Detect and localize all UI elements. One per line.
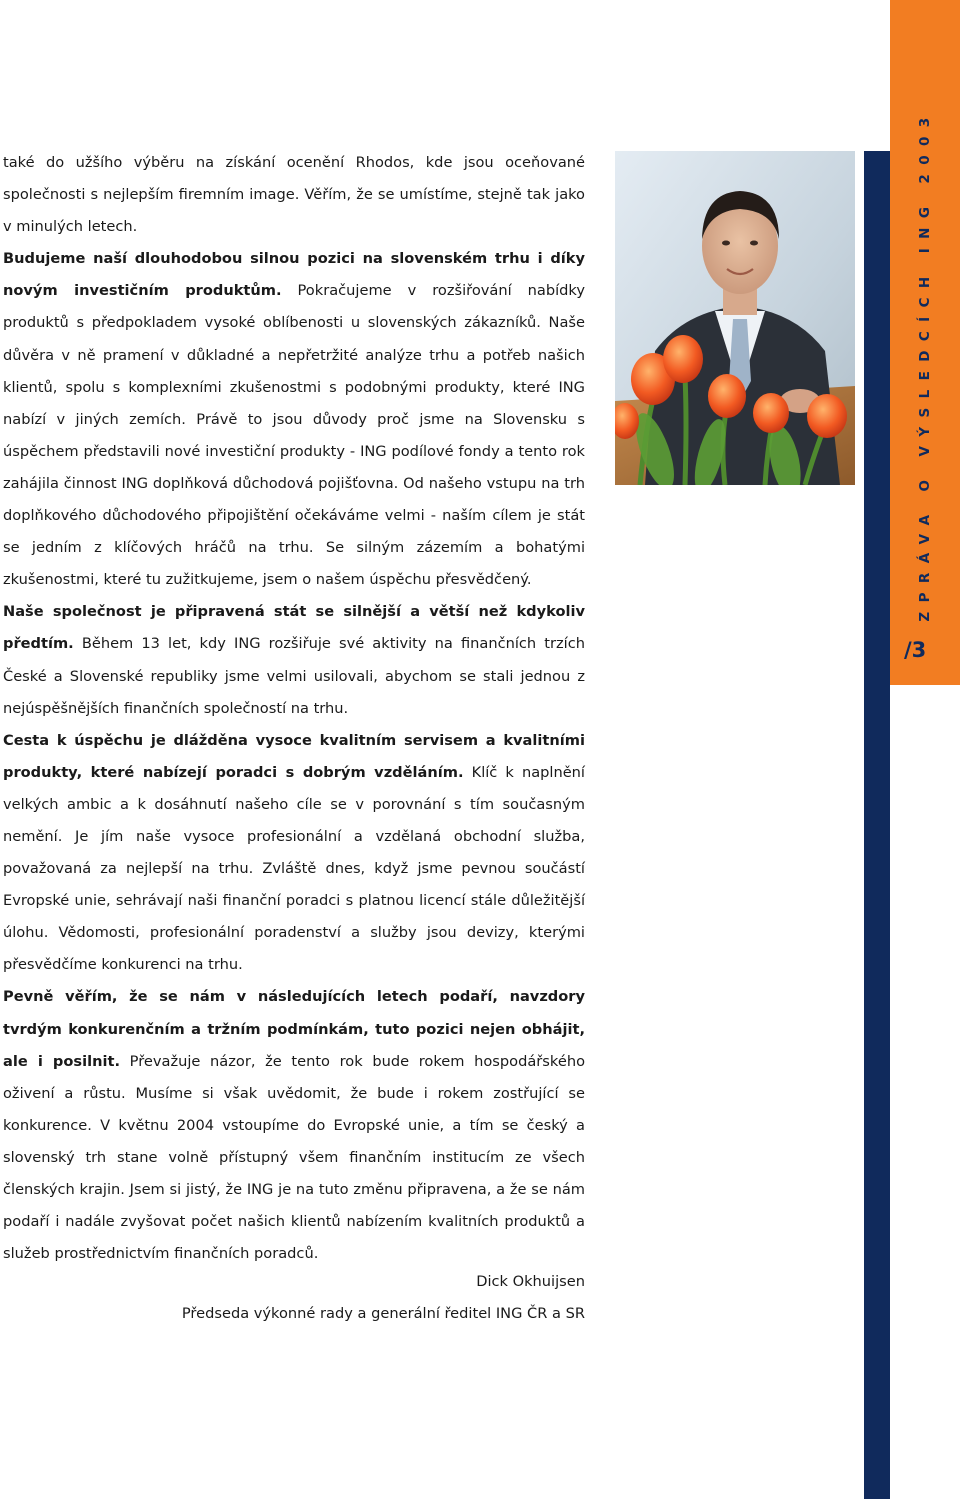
page-number: /3 (904, 638, 927, 662)
vertical-report-title: ZPRÁVA O VÝSLEDCÍCH ING 2003 (917, 108, 933, 622)
paragraph (3, 596, 585, 724)
signature-block (100, 1266, 585, 1330)
body-text: Pokračujeme v rozšiřování nabídky produktů s předpokladem vysoké oblíbenosti u slovenských zákazníků. Naše důvěra v ně pramení v důkladné a nepřetržité analýze trhu a potřeb našich klientů, spolu s komplexními zkušenostmi s podobnými produkty, které ING nabízí v jiných zemích. Právě to jsou důvody proč jsme na Slovensku s úspěchem představili nové investiční produkty - ING podílové fondy a tento rok zahájila činnost ING doplňková důchodová pojišťovna. Od našeho vstupu na trh doplňkového důchodového připojištění očekáváme velmi - naším cílem je stát se jedním z klíčových hráčů na trhu. Se silným zázemím a bohatými zkušenostmi, které tu zužitkujeme, jsem o našem úspěchu přesvědčený. (3, 282, 585, 589)
paragraph (3, 243, 585, 596)
navy-side-bar (864, 151, 890, 1499)
portrait-illustration (615, 151, 855, 485)
bold-lead-text: Cesta k úspěchu je dlážděna vysoce kvalitním servisem a kvalitními produkty, které nabízejí poradci s dobrým vzděláním. (3, 731, 585, 781)
body-text: také do užšího výběru na získání ocenění Rhodos, kde jsou oceňované společnosti s nejlepším firemním image. Věřím, že se umístíme, stejně tak jako v minulých letech. (3, 154, 585, 236)
portrait-photo (615, 151, 855, 485)
bold-lead-text: Budujeme naší dlouhodobou silnou pozici na slovenském trhu i díky novým investičním produktům. (3, 250, 585, 300)
bold-lead-text: Naše společnost je připravená stát se silnější a větší než kdykoliv předtím. (3, 603, 585, 653)
paragraph (3, 147, 585, 243)
body-text: Během 13 let, kdy ING rozšiřuje své aktivity na finančních trzích České a Slovenské republiky jsme velmi usilovali, abychom se stali jednou z nejúspěšnějších finančních společností na trhu. (3, 635, 585, 717)
bold-lead-text: Pevně věřím, že se nám v následujících letech podaří, navzdory tvrdým konkurenčním a tržním podmínkám, tuto pozici nejen obhájit, ale i posilnit. (3, 988, 585, 1070)
paragraph (3, 725, 585, 982)
signature-title: Předseda výkonné rady a generální ředitel ING ČR a SR (181, 1305, 585, 1323)
body-text: Klíč k naplnění velkých ambic a k dosáhnutí našeho cíle se v porovnání s tím současným nemění. Je jím naše vysoce profesionální a vzdělaná obchodní služba, považovaná za nejlepší na trhu. Zvláště dnes, když jsme pevnou součástí Evropské unie, sehrávají naši finanční poradci s platnou licencí stále důležitější úlohu. Vědomosti, profesionální poradenství a služby jsou devizy, kterými přesvědčíme konkurenci na trhu. (3, 763, 585, 974)
article-body (3, 147, 585, 1270)
paragraph (3, 981, 585, 1270)
signature-name: Dick Okhuijsen (476, 1273, 585, 1290)
body-text: Převažuje názor, že tento rok bude rokem hospodářského oživení a růstu. Musíme si však uvědomit, že bude i rokem zostřující se konkurence. V květnu 2004 vstoupíme do Evropské unie, a tím se český a slovenský trh stane volně přístupný všem finančním institucím ze všech členských krajin. Jsem si jistý, že ING je na tuto změnu připravena, a že se nám podaří i nadále zvyšovat počet našich klientů nabízením kvalitních produktů a služeb prostřednictvím finančních poradců. (3, 1052, 585, 1263)
